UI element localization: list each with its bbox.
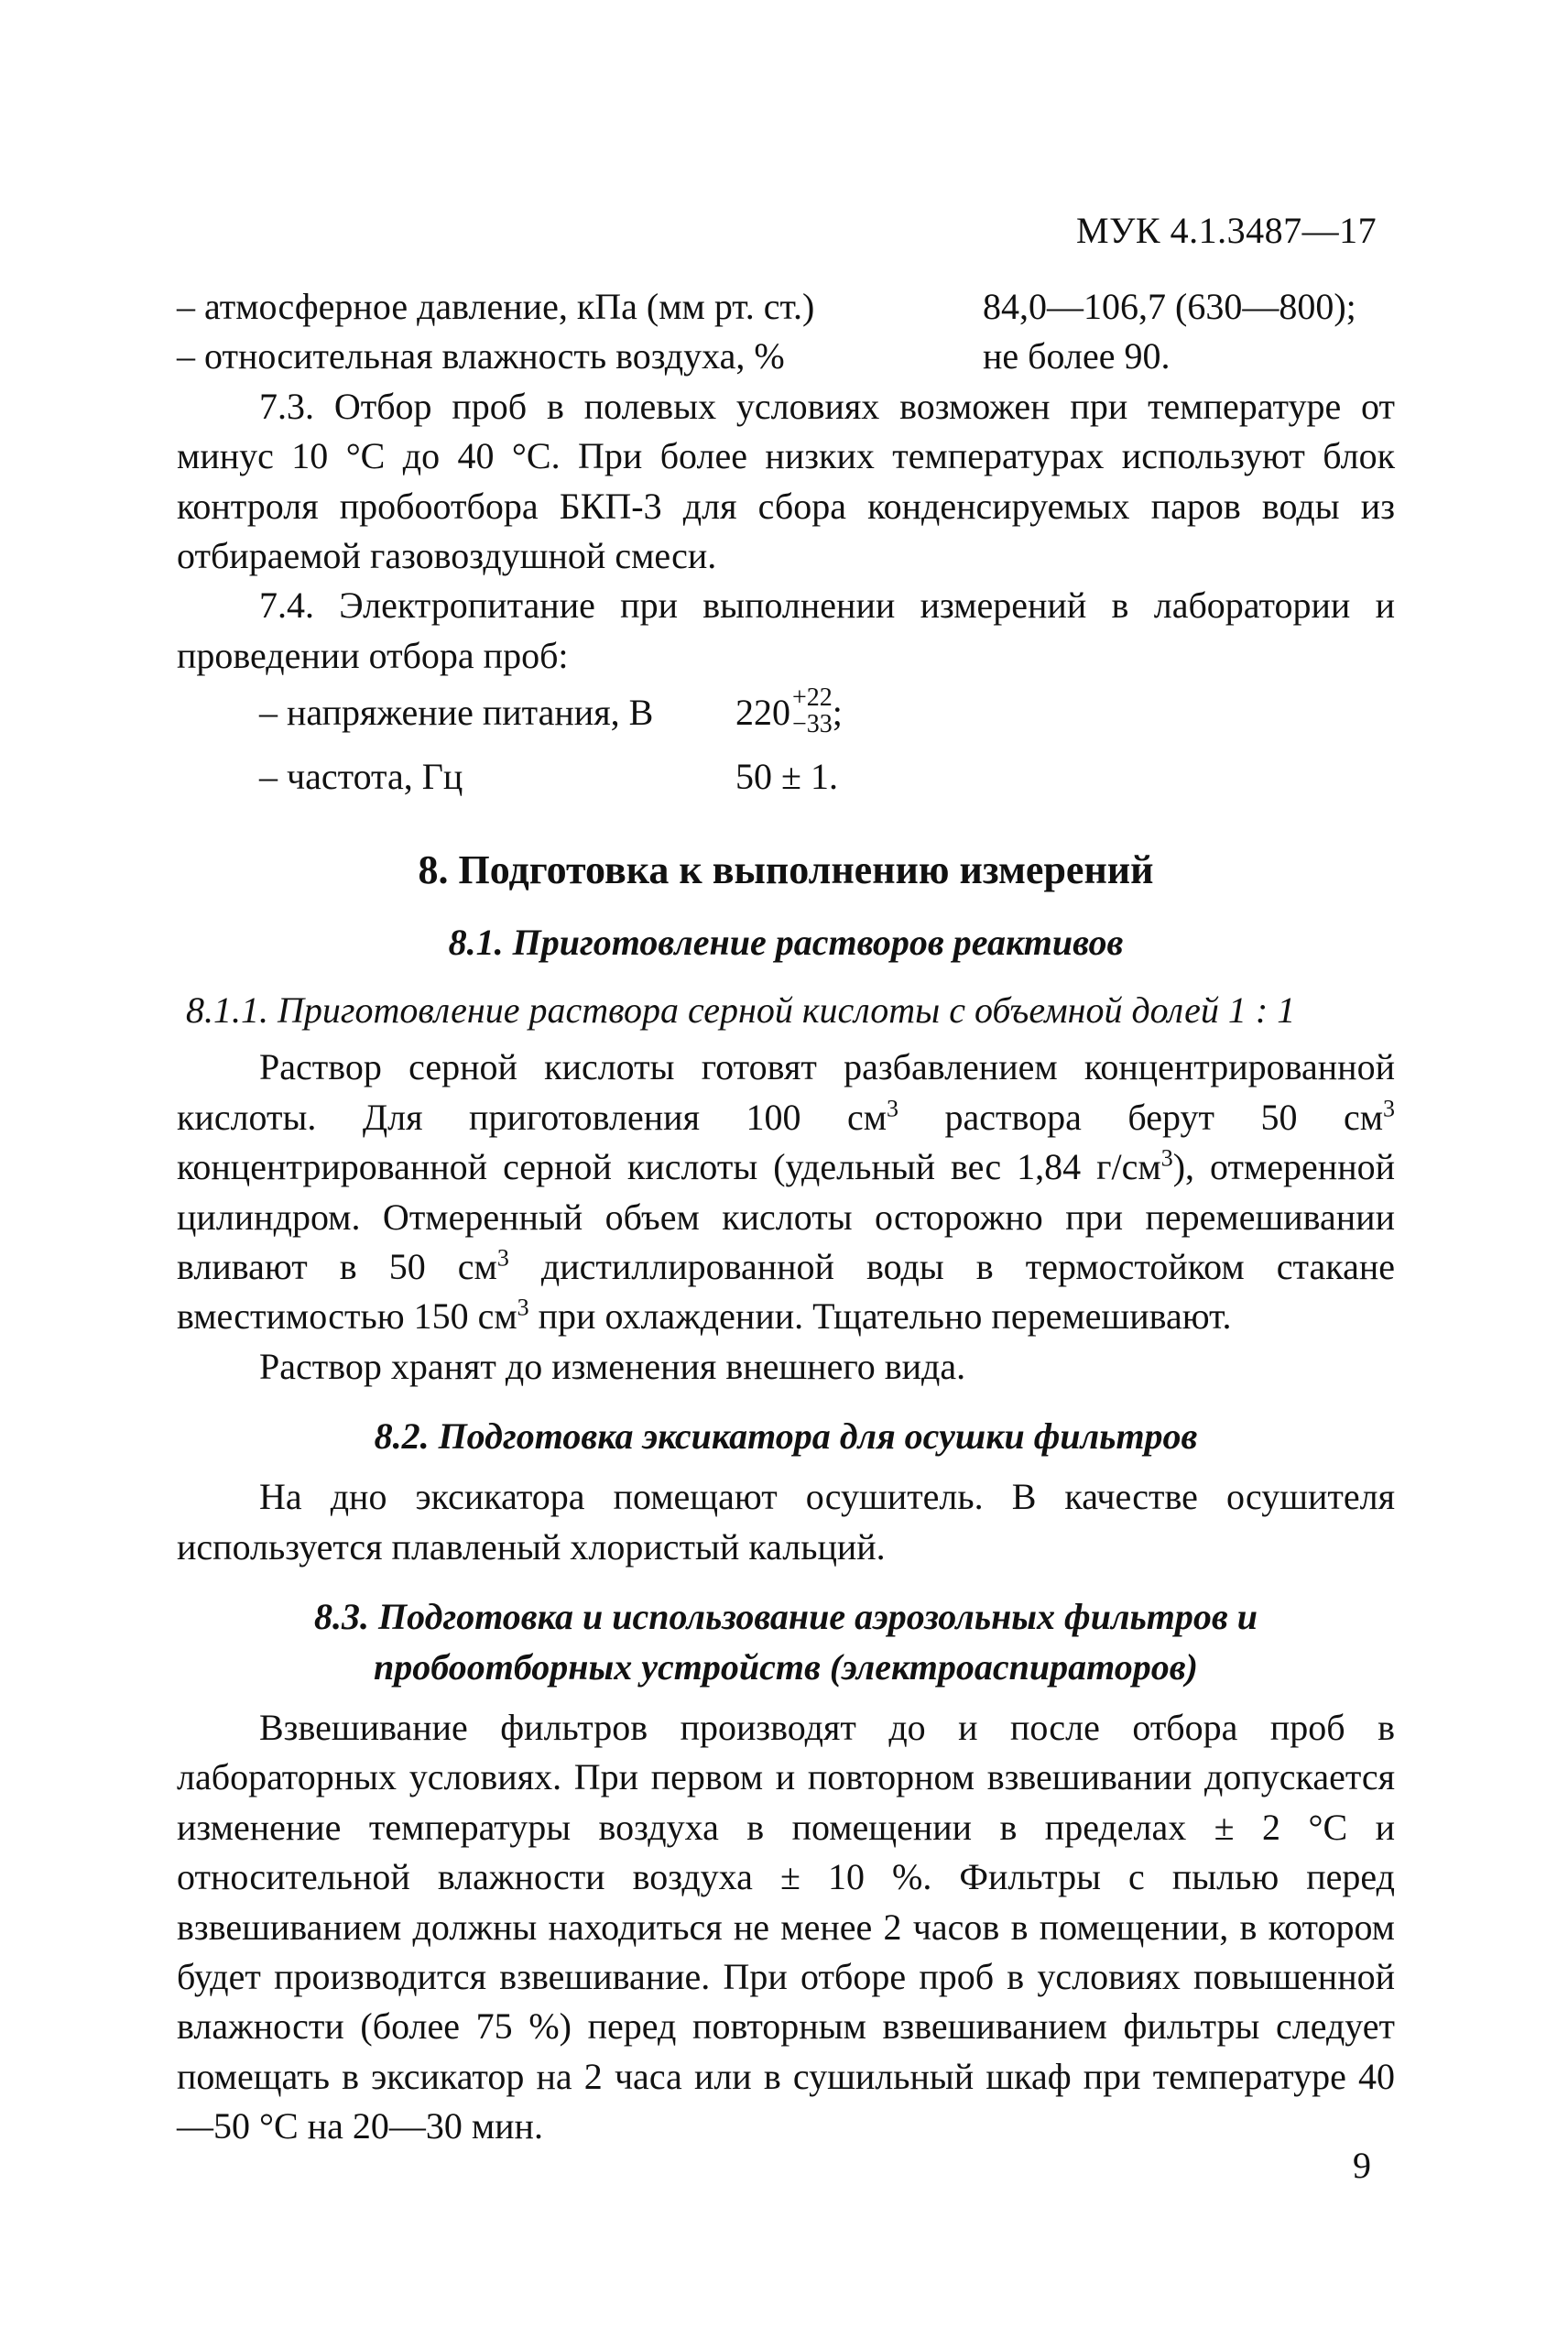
frequency-row <box>259 752 1395 802</box>
condition-value: не более 90. <box>983 335 1171 377</box>
section-8-3-title: 8.3. Подготовка и использование аэрозольных фильтров и пробоотборных устройств (электроаспираторов) <box>314 1596 1258 1688</box>
voltage-row <box>259 683 1395 743</box>
voltage-end: ; <box>832 692 843 734</box>
condition-value: 84,0—106,7 (630—800); <box>983 286 1356 327</box>
section-8-1-1-title: 8.1.1. Приготовление раствора серной кислоты с объемной долей 1 : 1 <box>186 989 1296 1031</box>
voltage-base: 220 <box>735 692 790 734</box>
paragraph-8-3: Взвешивание фильтров производят до и после отбора проб в лабораторных условиях. При первом и повторном взвешивании допускается изменение температуры воздуха в помещении в пределах ± 2 °С и относительной влажности воздуха ± 10 %. Фильтры с пылью перед взвешиванием должны находиться не менее 2 часов в помещении, в котором будет производится взвешивание. При отборе проб в условиях повышенной влажности (более 75 %) перед повторным взвешиванием фильтры следует помещать в эксикатор на 2 часа или в сушильный шкаф при температуре 40—50 °С на 20—30 мин. <box>177 1707 1395 2147</box>
paragraph-8-1-1: Раствор серной кислоты готовят разбавлением концентрированной кислоты. Для приготовления 100 $см^3$ раствора берут 50 $см^3$ концентрированной серной кислоты (удельный вес 1,84 $г/см^3$), отмеренной цилиндром. Отмеренный объем кислоты осторожно при перемешивании вливают в 50 $см^3$ дистиллированной воды в термостойком стакане вместимостью 150 $см^3$ при охлаждении. Тщательно перемешивают. <box>177 1046 1396 1338</box>
voltage-value <box>735 683 843 743</box>
condition-row <box>177 332 1395 381</box>
condition-label: – относительная влажность воздуха, % <box>177 335 785 377</box>
voltage-minus: −33 <box>792 709 833 738</box>
paragraph-8-2: На дно эксикатора помещают осушитель. В качестве осушителя используется плавленый хлористый кальций. <box>177 1476 1395 1568</box>
frequency-value: 50 ± 1. <box>735 756 838 798</box>
section-8-2-title: 8.2. Подготовка эксикатора для осушки фильтров <box>374 1415 1198 1458</box>
voltage-tolerance <box>792 684 833 738</box>
condition-label: – атмосферное давление, кПа (мм рт. ст.) <box>177 286 815 327</box>
frequency-label: – частота, Гц <box>259 756 463 798</box>
page-number: 9 <box>1353 2145 1371 2186</box>
paragraph-7-3: 7.3. Отбор проб в полевых условиях возможен при температуре от минус 10 °С до 40 °С. При более низких температурах используют блок контроля пробоотбора БКП-3 для сбора конденсируемых паров воды из отбираемой газовоздушной смеси. <box>177 385 1395 576</box>
voltage-label: – напряжение питания, В <box>259 692 654 734</box>
paragraph-7-4: 7.4. Электропитание при выполнении измерений в лаборатории и проведении отбора проб: <box>177 584 1395 676</box>
page-body <box>177 282 1395 2152</box>
section-8-1-title: 8.1. Приготовление растворов реактивов <box>448 921 1124 963</box>
voltage-plus: +22 <box>792 683 833 712</box>
paragraph-8-1-1-storage: Раствор хранят до изменения внешнего вида. <box>259 1345 966 1387</box>
section-8-title: 8. Подготовка к выполнению измерений <box>418 847 1154 892</box>
condition-row <box>177 282 1395 332</box>
document-code: МУК 4.1.3487—17 <box>1076 210 1377 251</box>
